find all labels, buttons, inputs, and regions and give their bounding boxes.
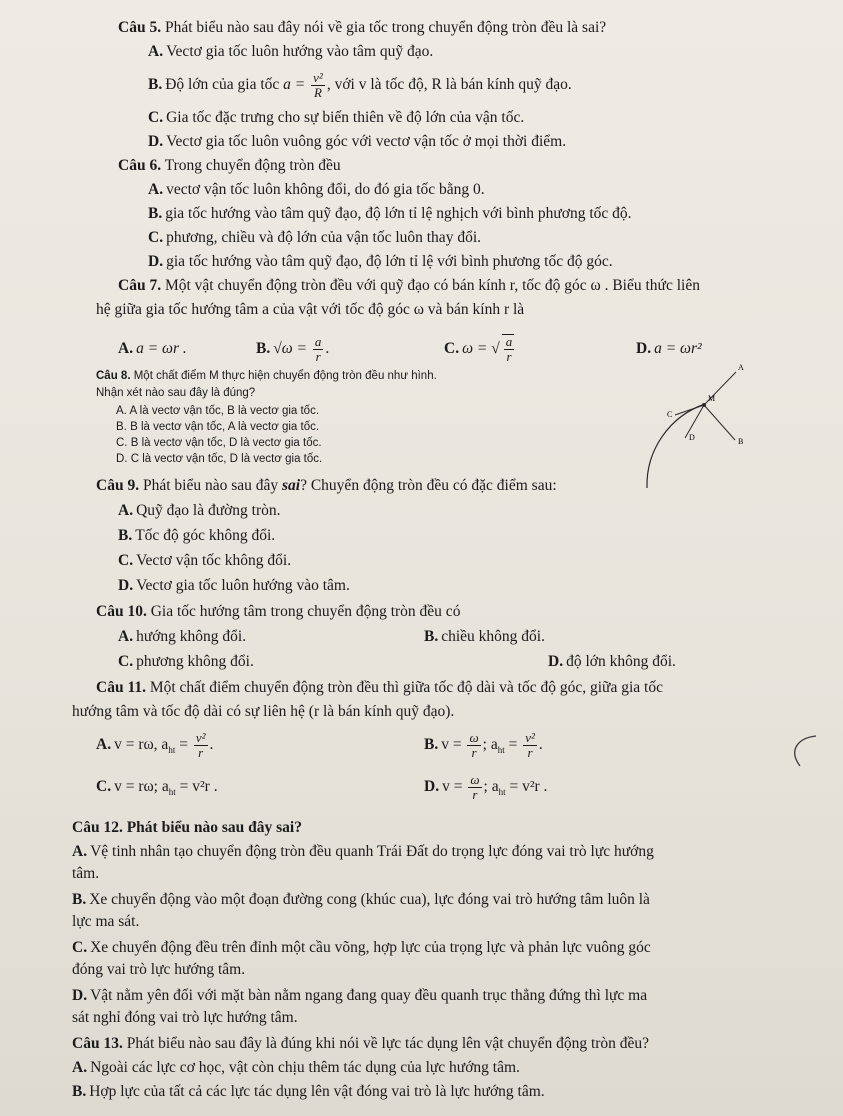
label-a: A [738,363,744,372]
q6-option-b: B. gia tốc hướng vào tâm quỹ đạo, độ lớn tỉ lệ nghịch với bình phương tốc độ. [148,205,632,222]
q6-option-d: D. gia tốc hướng vào tâm quỹ đạo, độ lớn tỉ lệ với bình phương tốc độ góc. [148,253,613,270]
q10-option-b: B. chiều không đổi. [424,628,545,645]
q9-option-b: B. Tốc độ góc không đổi. [118,527,276,544]
q12-option-b-cont: lực ma sát. [72,913,140,930]
q8-option-c: C. B là vectơ vận tốc, D là vectơ gia tốc. [116,437,322,449]
q5-option-d: D. Vectơ gia tốc luôn vuông góc với vectơ vận tốc ở mọi thời điểm. [148,133,567,150]
q11-option-c: C. v = rω; $a_{ht} = v^2r$ . [96,778,218,798]
q9-stem: Câu 9. Phát biểu nào sau đây sai? Chuyển động tròn đều có đặc điểm sau: [96,477,557,494]
q12-option-c-cont: đóng vai trò lực hướng tâm. [72,961,246,978]
q13-option-a: A. Ngoài các lực cơ học, vật còn chịu thêm tác dụng của lực hướng tâm. [72,1059,520,1076]
q5-option-b: B. Độ lớn của gia tốc a = $\frac{\text{v²}}{R}$ , với v là tốc độ, R là bán kính quỹ đạo. [148,69,572,100]
q8-option-b: B. B là vectơ vận tốc, A là vectơ gia tốc. [116,421,320,433]
label-d: D [689,433,695,442]
q9-option-c: C. Vectơ vận tốc không đổi. [118,552,292,569]
pen-mark [780,732,820,772]
q12-option-b: B. Xe chuyển động vào một đoạn đường cong (khúc cua), lực đóng vai trò hướng tâm luôn là [72,891,650,908]
q5-stem: Câu 5. Phát biểu nào sau đây nói về gia tốc trong chuyển động tròn đều là sai? [118,19,607,36]
q11-stem: Câu 11. Một chất điểm chuyển động tròn đều thì giữa tốc độ dài và tốc độ góc, giữa gia tốc [96,679,663,696]
q13-stem: Câu 13. Phát biểu nào sau đây là đúng khi nói về lực tác dụng lên vật chuyển động tròn đều? [72,1035,650,1052]
q5-title: Câu 5. [118,19,162,36]
orbit-arc [647,404,705,488]
q11-option-d: D. v = $\frac{\omega}{r}$ ; $a_{ht} = v^2r$ . [424,771,548,802]
q8-option-a: A. A là vectơ vận tốc, B là vectơ gia tốc. [116,405,320,417]
q7-option-c: C. ω = √ $\frac{a}{r}$ [444,334,513,365]
q10-option-c: C. phương không đổi. [118,653,254,670]
q9-option-d: D. Vectơ gia tốc luôn hướng vào tâm. [118,577,350,594]
q8-option-d: D. C là vectơ vận tốc, D là vectơ gia tốc. [116,453,323,465]
q5-option-c: C. Gia tốc đặc trưng cho sự biến thiên về độ lớn của vận tốc. [148,109,525,126]
label-m: M [708,394,716,403]
q5-b-fraction: $\frac{\text{v²}}{R}$ [313,69,323,100]
q8-stem-cont: Nhận xét nào sau đây là đúng? [96,387,256,399]
q10-option-a: A. hướng không đổi. [118,628,247,645]
q8-stem: Câu 8. Một chất điểm M thực hiện chuyển động tròn đều như hình. [96,370,437,382]
q6-option-a: A. vectơ vận tốc luôn không đổi, do đó gia tốc bằng 0. [148,181,485,198]
q11-stem-cont: hướng tâm và tốc độ dài có sự liên hệ (r là bán kính quỹ đạo). [72,703,455,720]
q12-option-d: D. Vật nằm yên đối với mặt bàn nằm ngang đang quay đều quanh trục thẳng đứng thì lực ma [72,987,648,1004]
q5-option-a: A. Vectơ gia tốc luôn hướng vào tâm quỹ đạo. [148,43,434,60]
label-b: B [738,437,744,446]
q9-option-a: A. Quỹ đạo là đường tròn. [118,502,281,519]
q6-option-c: C. phương, chiều và độ lớn của vận tốc luôn thay đổi. [148,229,481,246]
q12-option-d-cont: sát nghỉ đóng vai trò lực hướng tâm. [72,1009,298,1026]
label-c: C [667,410,673,419]
q12-option-a-cont: tâm. [72,865,100,882]
q11-option-b: B. v = $\frac{\omega}{r}$ ; $a_{ht}$ = $\frac{\text{v²}}{r}$ . [424,729,543,760]
vector-b [704,405,735,440]
q6-stem: Câu 6. Trong chuyển động tròn đều [118,157,341,174]
q12-option-a: A. Vệ tinh nhân tạo chuyển động tròn đều quanh Trái Đất do trọng lực đóng vai trò lực hướng [72,843,654,860]
q10-stem: Câu 10. Gia tốc hướng tâm trong chuyển động tròn đều có [96,603,461,620]
q11-option-a: A. v = rω, $a_{ht}$ = $\frac{\text{v²}}{r}$ . [96,729,214,760]
q7-option-a: A. a = ωr . [118,340,187,357]
q7-option-d: D. a = ωr² [636,340,702,357]
q7-stem: Câu 7. Một vật chuyển động tròn đều với quỹ đạo có bán kính r, tốc độ góc ω . Biểu thức liên [118,277,700,294]
q12-option-c: C. Xe chuyển động đều trên đỉnh một cầu võng, hợp lực của trọng lực và phản lực vuông góc [72,939,651,956]
circular-motion-diagram [635,360,745,490]
q13-option-b: B. Hợp lực của tất cả các lực tác dụng lên vật đóng vai trò là lực hướng tâm. [72,1083,545,1100]
q7-stem-cont: hệ giữa gia tốc hướng tâm a của vật với tốc độ góc ω và bán kính r là [96,301,525,318]
q7-option-b: B. √ω = $\frac{a}{r}$ . [256,333,330,364]
q10-option-d: D. độ lớn không đổi. [548,653,676,670]
q12-stem: Câu 12. Phát biểu nào sau đây sai? [72,819,302,836]
